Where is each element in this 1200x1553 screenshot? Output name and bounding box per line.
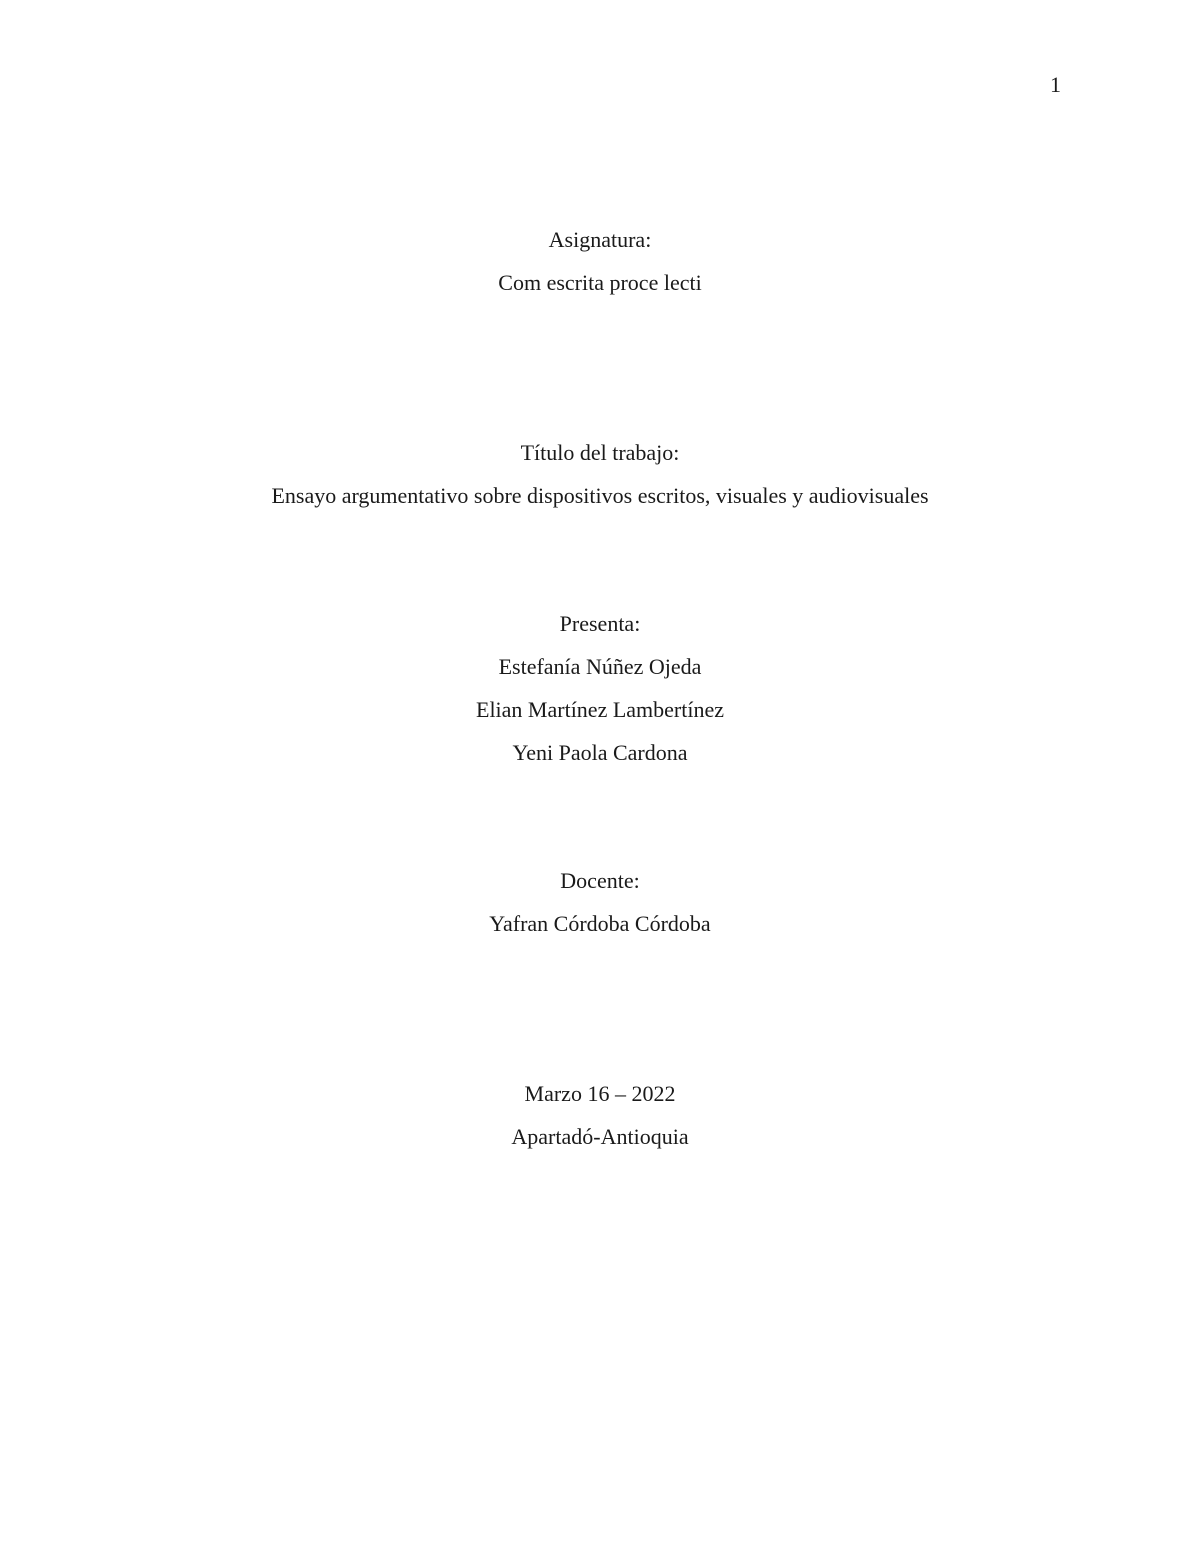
subject-label: Asignatura: [548,227,652,252]
teacher-name: Yafran Córdoba Córdoba [489,911,711,936]
presenters-label: Presenta: [559,611,641,636]
subject-value: Com escrita proce lecti [498,270,702,295]
presenter-name: Yeni Paola Cardona [512,740,688,765]
work-title-value: Ensayo argumentativo sobre dispositivos escritos, visuales y audiovisuales [271,483,929,508]
teacher-label: Docente: [560,868,640,893]
presenter-name: Estefanía Núñez Ojeda [498,654,702,679]
page-number: 1 [1050,72,1061,97]
place: Apartadó-Antioquia [511,1124,689,1149]
date: Marzo 16 – 2022 [524,1081,676,1106]
work-title-label: Título del trabajo: [520,440,680,465]
presenter-name: Elian Martínez Lambertínez [476,697,724,722]
